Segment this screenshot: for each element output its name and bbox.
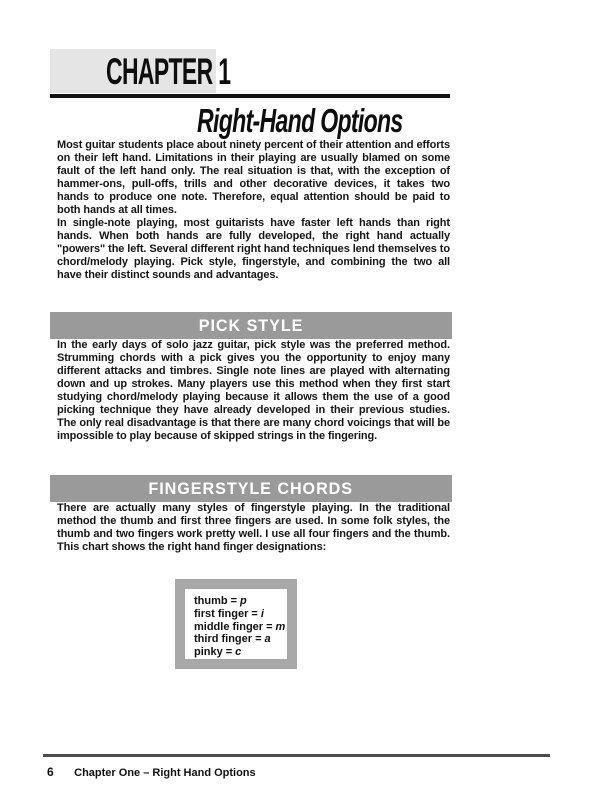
intro-paragraph-1: Most guitar students place about ninety percent of their attention and efforts on their left hand. Limitations in their playing are usually blamed on some fault of the left hand only. The real situation is that, with the exception of hammer-ons, pull-offs, trills and other decorative devices, it takes two hands to produce one note. Therefore, equal attention should be paid to both hands at all times.: [57, 139, 450, 216]
page-title-row: [0, 103, 600, 139]
designation-symbol: m: [275, 620, 286, 633]
designation-label: middle finger: [194, 620, 264, 633]
designation-label: thumb: [194, 595, 228, 607]
section-heading-pick-style-label: PICK STYLE: [198, 316, 304, 335]
footer-chapter-title: Chapter One – Right Hand Options: [74, 767, 256, 779]
finger-designation-chart-inner: [185, 589, 287, 659]
section-heading-fingerstyle-chords: [50, 475, 452, 502]
designation-symbol: i: [260, 607, 264, 620]
equals-sign: =: [230, 595, 238, 607]
equals-sign: =: [225, 646, 233, 659]
fingerstyle-paragraph: There are actually many styles of fingerstyle playing. In the traditional method the thumb and first three fingers are used. In some folk styles, the thumb and two fingers work pretty well. I use all four fingers and the thumb. This chart shows the right hand finger designations:: [57, 502, 450, 553]
finger-designation-chart: [175, 579, 297, 669]
pick-style-paragraph: In the early days of solo jazz guitar, pick style was the preferred method. Strumming chords with a pick gives you the opportunity to enjoy many different attacks and timbres. Single note lines are played with alternating down and up strokes. Many players use this method when they first start studying chord/melody playing because it allows them the use of a good picking technique they have already developed in their previous studies. The only real disadvantage is that there are many chord voicings that will be impossible to play because of skipped strings in the fingering.: [57, 339, 450, 442]
intro-paragraph-2: In single-note playing, most guitarists have faster left hands than right hands. When both hands are fully developed, the right hand actually "powers" the left. Several different right hand techniques lend themselves to chord/melody playing. Pick style, fingerstyle, and combining the two all have their distinct sounds and advantages.: [57, 217, 450, 281]
designation-symbol: a: [264, 633, 271, 646]
designation-row-pinky: [194, 646, 287, 659]
page-number: 6: [47, 765, 54, 779]
page-footer: [43, 754, 550, 781]
designation-symbol: p: [240, 595, 247, 607]
equals-sign: =: [251, 607, 258, 620]
page-title: Right-Hand Options: [197, 102, 403, 139]
equals-sign: =: [266, 620, 273, 633]
designation-label: first finger: [194, 607, 249, 620]
chapter-label-box: [50, 49, 231, 93]
chapter-label: CHAPTER 1: [106, 51, 231, 92]
designation-label: pinky: [194, 646, 223, 659]
designation-symbol: c: [235, 646, 242, 659]
designation-row-middle-finger: [194, 621, 287, 634]
section-heading-fingerstyle-chords-label: FINGERSTYLE CHORDS: [148, 479, 354, 498]
designation-row-first-finger: [194, 608, 287, 621]
designation-row-thumb: [194, 595, 287, 608]
section-heading-pick-style: [50, 312, 452, 339]
equals-sign: =: [255, 633, 262, 646]
designation-label: third finger: [194, 633, 253, 646]
footer-rule: [43, 754, 550, 757]
footer-text-row: [43, 763, 550, 781]
designation-row-third-finger: [194, 633, 287, 646]
